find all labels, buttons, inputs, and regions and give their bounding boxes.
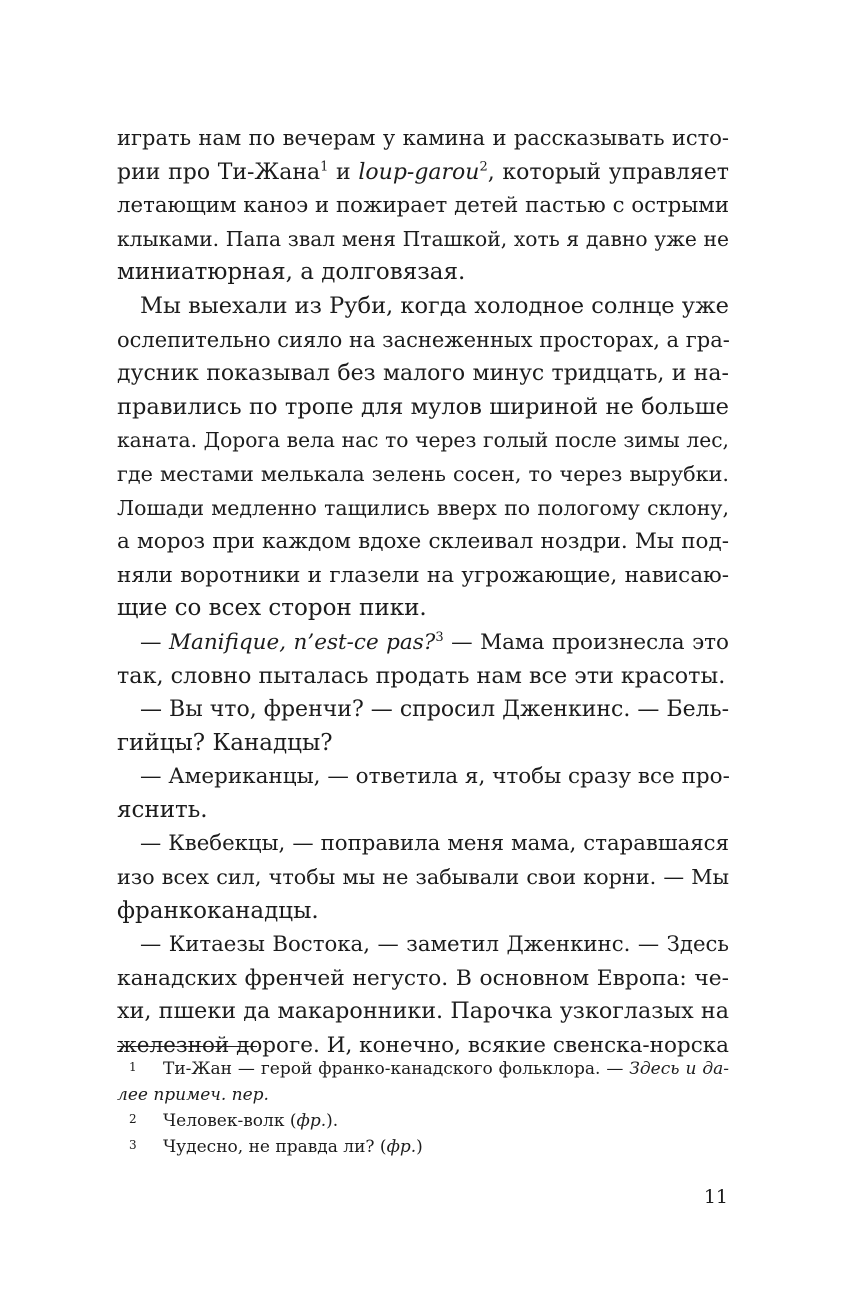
footnote-ref: 2 [479, 159, 488, 175]
footnote-italic: лее примеч. пер. [117, 1085, 269, 1105]
text-fragment: , который управляет [487, 159, 729, 185]
footnote-text: ) [416, 1137, 423, 1157]
footnote-text: Ти-Жан — герой франко-канадского фольклора. — [163, 1059, 630, 1079]
footnote-ref: 1 [320, 159, 329, 175]
footnote-3 [117, 1134, 729, 1160]
text-line: — Вы что, френчи? — спросил Дженкинс. — Бель- [140, 697, 729, 723]
footnote-text: Человек-волк ( [163, 1111, 297, 1131]
text-line: гийцы? Канадцы? [117, 729, 333, 756]
page-number: 11 [703, 1186, 728, 1208]
text-line: железной дороге. И, конечно, всякие свенска-норска [117, 1033, 729, 1059]
text-line: — Квебекцы, — поправила меня мама, старавшаяся [140, 831, 729, 857]
text-line: франкоканадцы. [117, 897, 319, 924]
footnote-number: 2 [129, 1112, 137, 1126]
italic-phrase: loup-garou [358, 159, 480, 185]
text-line: так, словно пыталась продать нам все эти красоты. [117, 662, 726, 689]
text-line: хи, пшеки да макаронники. Парочка узкоглазых на [117, 998, 729, 1025]
text-line [117, 156, 729, 190]
text-line: ослепительно сияло на заснеженных просторах, а гра- [117, 327, 730, 352]
text-line: миниатюрная, а долговязая. [117, 259, 466, 286]
footnote-text: Чудесно, не правда ли? ( [163, 1137, 387, 1157]
text-line: где местами мелькала зелень сосен, то через вырубки. [117, 461, 729, 486]
body-text [117, 122, 729, 1063]
text-line: канадских френчей негусто. В основном Европа: че- [117, 965, 729, 991]
footnote-italic: фр. [296, 1111, 327, 1131]
italic-phrase: Manifique, n’est-ce pas? [169, 629, 436, 655]
text-line: щие со всех сторон пики. [117, 595, 427, 622]
footnote-number: 3 [129, 1138, 137, 1152]
text-line: клыками. Папа звал меня Пташкой, хоть я давно уже не [117, 226, 729, 251]
text-fragment: рии про Ти-Жана [117, 159, 321, 185]
text-fragment: — [140, 629, 169, 655]
text-line: играть нам по вечерам у камина и рассказывать исто- [117, 126, 729, 150]
footnote-italic: Здесь и да- [629, 1059, 729, 1079]
text-line: няли воротники и глазели на угрожающие, нависаю- [117, 562, 729, 588]
footnote-1 [117, 1056, 729, 1082]
footnote-ref: 3 [435, 629, 444, 645]
text-fragment: и [328, 159, 359, 185]
text-fragment: — Мама произнесла это [443, 629, 729, 655]
footnote-2 [117, 1108, 729, 1134]
text-line: дусник показывал без малого минус тридцать, и на- [117, 361, 729, 387]
text-line: а мороз при каждом вдохе склеивал ноздри. Мы под- [117, 529, 729, 555]
text-line: — Американцы, — ответила я, чтобы сразу все про- [140, 764, 730, 790]
footnote-divider [117, 1046, 257, 1047]
footnotes [117, 1056, 729, 1160]
text-line: каната. Дорога вела нас то через голый после зимы лес, [117, 428, 729, 453]
text-line: яснить. [117, 796, 208, 823]
text-line: изо всех сил, чтобы мы не забывали свои корни. — Мы [117, 865, 729, 890]
text-line: Лошади медленно тащились вверх по пологому склону, [117, 495, 729, 520]
text-line: — Китаезы Востока, — заметил Дженкинс. — Здесь [140, 932, 729, 958]
footnote-1-cont [117, 1082, 729, 1108]
footnote-text: ). [326, 1111, 339, 1131]
text-line: правились по тропе для мулов шириной не больше [117, 393, 729, 420]
footnote-italic: фр. [386, 1137, 417, 1157]
text-line: летающим каноэ и пожирает детей пастью с острыми [117, 193, 729, 219]
text-line: Мы выехали из Руби, когда холодное солнце уже [140, 292, 729, 319]
footnote-number: 1 [129, 1060, 137, 1074]
text-line [117, 626, 729, 660]
